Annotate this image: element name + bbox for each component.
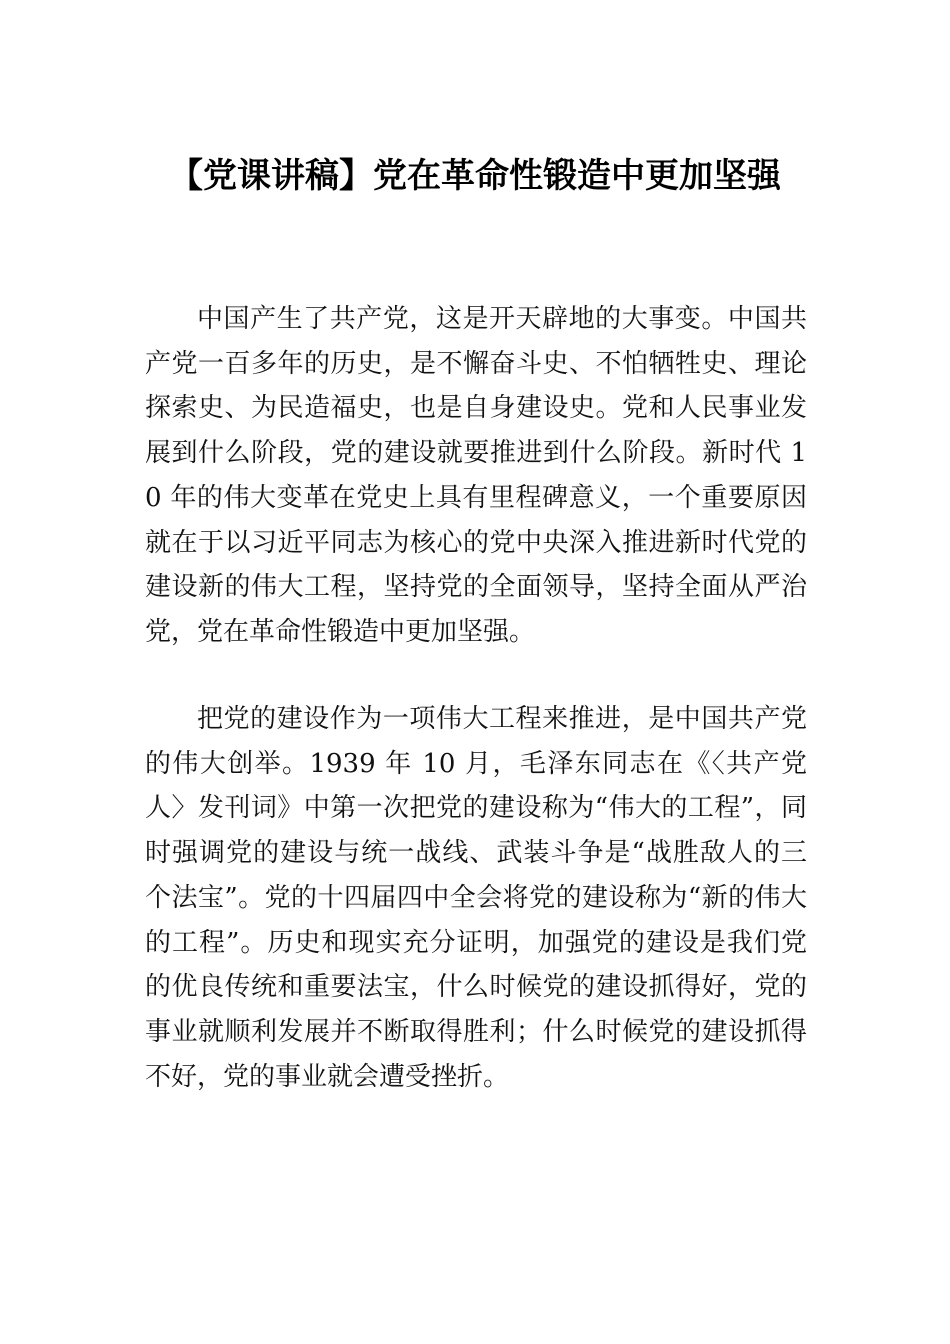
paragraph-2: 把党的建设作为一项伟大工程来推进，是中国共产党的伟大创举。1939 年 10 月，毛泽东同志在《〈共产党人〉发刊词》中第一次把党的建设称为“伟大的工程”，同时强调党的建设与统一战线、武装斗争是“战胜敌人的三个法宝”。党的十四届四中全会将党的建设称为“新的伟大的工程”。历史和现实充分证明，加强党的建设是我们党的优良传统和重要法宝，什么时候党的建设抓得好，党的事业就顺利发展并不断取得胜利；什么时候党的建设抓得不好，党的事业就会遭受挫折。 — [145, 704, 807, 1092]
document-title: 【党课讲稿】党在革命性锻造中更加坚强 — [169, 156, 781, 196]
paragraph-1: 中国产生了共产党，这是开天辟地的大事变。中国共产党一百多年的历史，是不懈奋斗史、不怕牺牲史、理论探索史、为民造福史，也是自身建设史。党和人民事业发展到什么阶段，党的建设就要推进到什么阶段。新时代 10 年的伟大变革在党史上具有里程碑意义，一个重要原因就在于以习近平同志为核心的党中央深入推进新时代党的建设新的伟大工程，坚持党的全面领导，坚持全面从严治党，党在革命性锻造中更加坚强。 — [145, 304, 807, 647]
